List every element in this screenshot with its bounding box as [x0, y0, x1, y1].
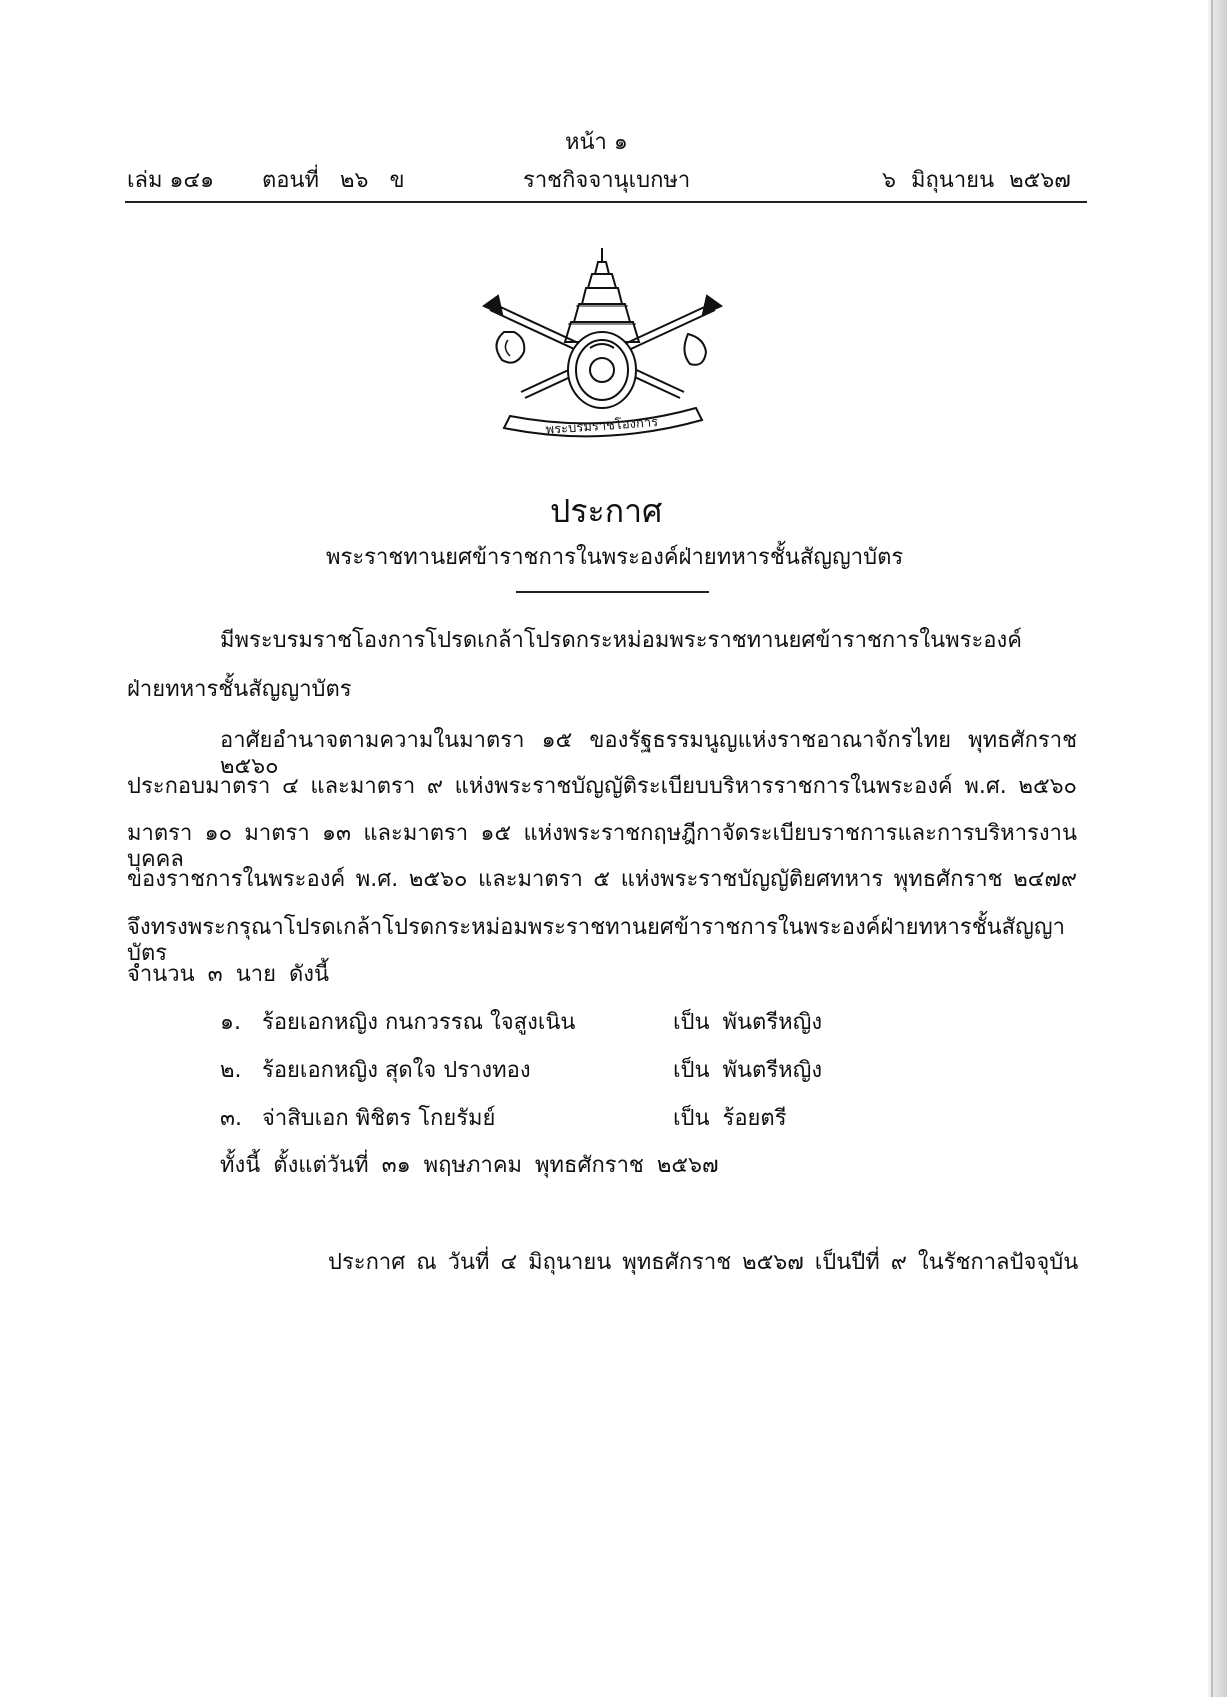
page-number: หน้า ๑ — [565, 130, 628, 155]
paragraph-2-line-2: ประกอบมาตรา ๔ และมาตรา ๙ แห่งพระราชบัญญัติระเบียบบริหารราชการในพระองค์ พ.ศ. ๒๕๖๐ — [127, 774, 1077, 799]
header-rule — [125, 201, 1087, 203]
announcement-subtitle: พระราชทานยศข้าราชการในพระองค์ฝ่ายทหารชั้นสัญญาบัตร — [326, 545, 904, 570]
page-edge-shadow — [1208, 0, 1227, 1697]
appointment-3-rank: เป็น ร้อยตรี — [673, 1106, 787, 1131]
appointment-1-number: ๑. — [220, 1010, 241, 1035]
closing-statement: ประกาศ ณ วันที่ ๔ มิถุนายน พุทธศักราช ๒๕๖๗ เป็นปีที่ ๙ ในรัชกาลปัจจุบัน — [328, 1250, 1079, 1275]
publication-name: ราชกิจจานุเบกษา — [523, 168, 691, 193]
emblem-ribbon-text: พระบรมราชโองการ — [545, 415, 659, 438]
volume-number: เล่ม ๑๔๑ — [127, 168, 215, 193]
section-number: ตอนที่ ๒๖ ข — [262, 168, 405, 193]
paragraph-1-line-2: ฝ่ายทหารชั้นสัญญาบัตร — [127, 677, 352, 702]
appointment-2-number: ๒. — [220, 1058, 242, 1083]
appointment-1-name: ร้อยเอกหญิง กนกวรรณ ใจสูงเนิน — [262, 1010, 576, 1035]
royal-seal-emblem-icon — [480, 248, 725, 443]
paragraph-2-line-3: มาตรา ๑๐ มาตรา ๑๓ และมาตรา ๑๕ แห่งพระราชกฤษฎีกาจัดระเบียบราชการและการบริหารงานบุคคล — [127, 821, 1077, 872]
title-divider — [516, 591, 709, 593]
paragraph-2-line-5: จึงทรงพระกรุณาโปรดเกล้าโปรดกระหม่อมพระราชทานยศข้าราชการในพระองค์ฝ่ายทหารชั้นสัญญาบัตร — [127, 915, 1065, 966]
paragraph-2-line-1: อาศัยอำนาจตามความในมาตรา ๑๕ ของรัฐธรรมนูญแห่งราชอาณาจักรไทย พุทธศักราช ๒๕๖๐ — [220, 728, 1077, 779]
appointment-3-name: จ่าสิบเอก พิชิตร โกยรัมย์ — [262, 1106, 496, 1131]
appointment-3-number: ๓. — [220, 1106, 243, 1131]
appointment-2-name: ร้อยเอกหญิง สุดใจ ปรางทอง — [262, 1058, 531, 1083]
effective-date: ทั้งนี้ ตั้งแต่วันที่ ๓๑ พฤษภาคม พุทธศักราช ๒๕๖๗ — [220, 1153, 719, 1178]
appointment-2-rank: เป็น พันตรีหญิง — [673, 1058, 823, 1083]
paragraph-2-line-4: ของราชการในพระองค์ พ.ศ. ๒๕๖๐ และมาตรา ๕ แห่งพระราชบัญญัติยศทหาร พุทธศักราช ๒๔๗๙ — [127, 867, 1077, 892]
appointment-1-rank: เป็น พันตรีหญิง — [673, 1010, 823, 1035]
paragraph-2-line-6: จำนวน ๓ นาย ดังนี้ — [127, 962, 330, 987]
publication-date: ๖ มิถุนายน ๒๕๖๗ — [882, 168, 1071, 193]
announcement-title: ประกาศ — [550, 492, 663, 530]
paragraph-1-line-1: มีพระบรมราชโองการโปรดเกล้าโปรดกระหม่อมพระราชทานยศข้าราชการในพระองค์ — [220, 628, 1022, 653]
